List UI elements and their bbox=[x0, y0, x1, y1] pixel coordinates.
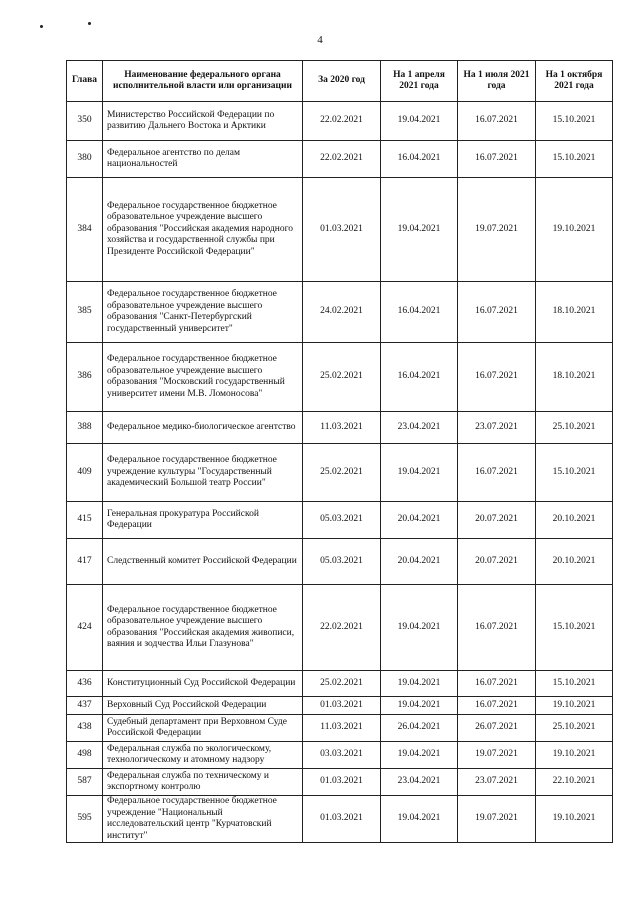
table-row bbox=[67, 539, 613, 585]
cell-chapter: 385 bbox=[67, 282, 103, 343]
cell-chapter: 436 bbox=[67, 671, 103, 697]
header-chapter: Глава bbox=[67, 61, 103, 102]
table-row bbox=[67, 343, 613, 412]
cell-year-2020: 01.03.2021 bbox=[303, 769, 381, 796]
cell-organization: Федеральное государственное бюджетное учреждение "Национальный исследовательский центр "Курчатовский институт" bbox=[103, 796, 303, 843]
cell-april: 19.04.2021 bbox=[381, 671, 458, 697]
cell-october: 25.10.2021 bbox=[536, 412, 613, 444]
cell-organization: Федеральное медико-биологическое агентство bbox=[103, 412, 303, 444]
cell-year-2020: 01.03.2021 bbox=[303, 697, 381, 715]
cell-april: 20.04.2021 bbox=[381, 502, 458, 539]
cell-chapter: 437 bbox=[67, 697, 103, 715]
cell-chapter: 438 bbox=[67, 715, 103, 742]
cell-october: 15.10.2021 bbox=[536, 444, 613, 502]
cell-year-2020: 03.03.2021 bbox=[303, 742, 381, 769]
cell-july: 20.07.2021 bbox=[458, 502, 536, 539]
cell-organization: Федеральное государственное бюджетное образовательное учреждение высшего образования "Российская академия живописи, ваяния и зодчества Ильи Глазунова" bbox=[103, 585, 303, 671]
table-row bbox=[67, 796, 613, 843]
cell-april: 23.04.2021 bbox=[381, 412, 458, 444]
header-october: На 1 октября 2021 года bbox=[536, 61, 613, 102]
cell-year-2020: 25.02.2021 bbox=[303, 343, 381, 412]
cell-chapter: 415 bbox=[67, 502, 103, 539]
cell-april: 20.04.2021 bbox=[381, 539, 458, 585]
cell-october: 15.10.2021 bbox=[536, 102, 613, 141]
cell-chapter: 417 bbox=[67, 539, 103, 585]
cell-april: 19.04.2021 bbox=[381, 444, 458, 502]
cell-october: 20.10.2021 bbox=[536, 539, 613, 585]
cell-october: 15.10.2021 bbox=[536, 671, 613, 697]
cell-chapter: 386 bbox=[67, 343, 103, 412]
cell-october: 25.10.2021 bbox=[536, 715, 613, 742]
page-number: 4 bbox=[317, 34, 323, 46]
cell-october: 15.10.2021 bbox=[536, 141, 613, 178]
cell-july: 16.07.2021 bbox=[458, 671, 536, 697]
cell-april: 26.04.2021 bbox=[381, 715, 458, 742]
cell-year-2020: 01.03.2021 bbox=[303, 796, 381, 843]
cell-year-2020: 05.03.2021 bbox=[303, 539, 381, 585]
cell-year-2020: 22.02.2021 bbox=[303, 141, 381, 178]
cell-april: 16.04.2021 bbox=[381, 141, 458, 178]
cell-july: 19.07.2021 bbox=[458, 178, 536, 282]
cell-organization: Генеральная прокуратура Российской Федерации bbox=[103, 502, 303, 539]
cell-organization: Федеральное государственное бюджетное образовательное учреждение высшего образования "Московский государственный университет имени М.В. Ломоносова" bbox=[103, 343, 303, 412]
cell-april: 19.04.2021 bbox=[381, 585, 458, 671]
cell-chapter: 498 bbox=[67, 742, 103, 769]
table-row bbox=[67, 697, 613, 715]
cell-july: 16.07.2021 bbox=[458, 141, 536, 178]
cell-april: 16.04.2021 bbox=[381, 282, 458, 343]
cell-april: 19.04.2021 bbox=[381, 697, 458, 715]
cell-chapter: 409 bbox=[67, 444, 103, 502]
cell-october: 19.10.2021 bbox=[536, 742, 613, 769]
cell-organization: Федеральная служба по техническому и экспортному контролю bbox=[103, 769, 303, 796]
cell-july: 26.07.2021 bbox=[458, 715, 536, 742]
cell-october: 18.10.2021 bbox=[536, 343, 613, 412]
cell-july: 16.07.2021 bbox=[458, 102, 536, 141]
header-year-2020: За 2020 год bbox=[303, 61, 381, 102]
scan-speck bbox=[40, 25, 43, 28]
cell-october: 15.10.2021 bbox=[536, 585, 613, 671]
table-header-row bbox=[67, 61, 613, 102]
table-row bbox=[67, 282, 613, 343]
cell-year-2020: 01.03.2021 bbox=[303, 178, 381, 282]
table-row bbox=[67, 178, 613, 282]
scan-speck bbox=[88, 22, 91, 25]
cell-chapter: 384 bbox=[67, 178, 103, 282]
cell-chapter: 424 bbox=[67, 585, 103, 671]
header-april: На 1 апреля 2021 года bbox=[381, 61, 458, 102]
cell-july: 16.07.2021 bbox=[458, 343, 536, 412]
cell-organization: Верховный Суд Российской Федерации bbox=[103, 697, 303, 715]
cell-organization: Федеральное государственное бюджетное образовательное учреждение высшего образования "Санкт-Петербургский государственный университет" bbox=[103, 282, 303, 343]
table-row bbox=[67, 141, 613, 178]
cell-organization: Федеральное государственное бюджетное образовательное учреждение высшего образования "Российская академия народного хозяйства и государственной службы при Президенте Российской Федерации" bbox=[103, 178, 303, 282]
cell-july: 19.07.2021 bbox=[458, 796, 536, 843]
cell-year-2020: 05.03.2021 bbox=[303, 502, 381, 539]
table-row bbox=[67, 671, 613, 697]
table-row bbox=[67, 102, 613, 141]
cell-organization: Федеральная служба по экологическому, технологическому и атомному надзору bbox=[103, 742, 303, 769]
cell-october: 20.10.2021 bbox=[536, 502, 613, 539]
table-row bbox=[67, 715, 613, 742]
table-row bbox=[67, 444, 613, 502]
table-row bbox=[67, 412, 613, 444]
cell-chapter: 587 bbox=[67, 769, 103, 796]
table-row bbox=[67, 502, 613, 539]
cell-year-2020: 22.02.2021 bbox=[303, 585, 381, 671]
cell-july: 16.07.2021 bbox=[458, 444, 536, 502]
cell-chapter: 350 bbox=[67, 102, 103, 141]
cell-organization: Министерство Российской Федерации по развитию Дальнего Востока и Арктики bbox=[103, 102, 303, 141]
cell-july: 23.07.2021 bbox=[458, 412, 536, 444]
cell-july: 16.07.2021 bbox=[458, 585, 536, 671]
cell-october: 19.10.2021 bbox=[536, 796, 613, 843]
cell-july: 16.07.2021 bbox=[458, 282, 536, 343]
cell-organization: Федеральное государственное бюджетное учреждение культуры "Государственный академический Большой театр России" bbox=[103, 444, 303, 502]
cell-organization: Федеральное агентство по делам национальностей bbox=[103, 141, 303, 178]
cell-year-2020: 25.02.2021 bbox=[303, 444, 381, 502]
cell-year-2020: 22.02.2021 bbox=[303, 102, 381, 141]
cell-year-2020: 11.03.2021 bbox=[303, 715, 381, 742]
cell-april: 19.04.2021 bbox=[381, 102, 458, 141]
cell-july: 19.07.2021 bbox=[458, 742, 536, 769]
cell-october: 22.10.2021 bbox=[536, 769, 613, 796]
cell-april: 19.04.2021 bbox=[381, 742, 458, 769]
cell-year-2020: 11.03.2021 bbox=[303, 412, 381, 444]
cell-april: 23.04.2021 bbox=[381, 769, 458, 796]
cell-year-2020: 24.02.2021 bbox=[303, 282, 381, 343]
header-organization: Наименование федерального органа исполнительной власти или организации bbox=[103, 61, 303, 102]
table-row bbox=[67, 742, 613, 769]
cell-organization: Следственный комитет Российской Федерации bbox=[103, 539, 303, 585]
cell-organization: Конституционный Суд Российской Федерации bbox=[103, 671, 303, 697]
cell-chapter: 388 bbox=[67, 412, 103, 444]
cell-july: 20.07.2021 bbox=[458, 539, 536, 585]
table-row bbox=[67, 769, 613, 796]
cell-april: 19.04.2021 bbox=[381, 796, 458, 843]
cell-july: 16.07.2021 bbox=[458, 697, 536, 715]
cell-october: 18.10.2021 bbox=[536, 282, 613, 343]
cell-july: 23.07.2021 bbox=[458, 769, 536, 796]
schedule-table bbox=[66, 60, 613, 843]
cell-year-2020: 25.02.2021 bbox=[303, 671, 381, 697]
cell-april: 19.04.2021 bbox=[381, 178, 458, 282]
cell-organization: Судебный департамент при Верховном Суде Российской Федерации bbox=[103, 715, 303, 742]
cell-chapter: 595 bbox=[67, 796, 103, 843]
cell-chapter: 380 bbox=[67, 141, 103, 178]
table-row bbox=[67, 585, 613, 671]
cell-october: 19.10.2021 bbox=[536, 697, 613, 715]
header-july: На 1 июля 2021 года bbox=[458, 61, 536, 102]
cell-october: 19.10.2021 bbox=[536, 178, 613, 282]
cell-april: 16.04.2021 bbox=[381, 343, 458, 412]
